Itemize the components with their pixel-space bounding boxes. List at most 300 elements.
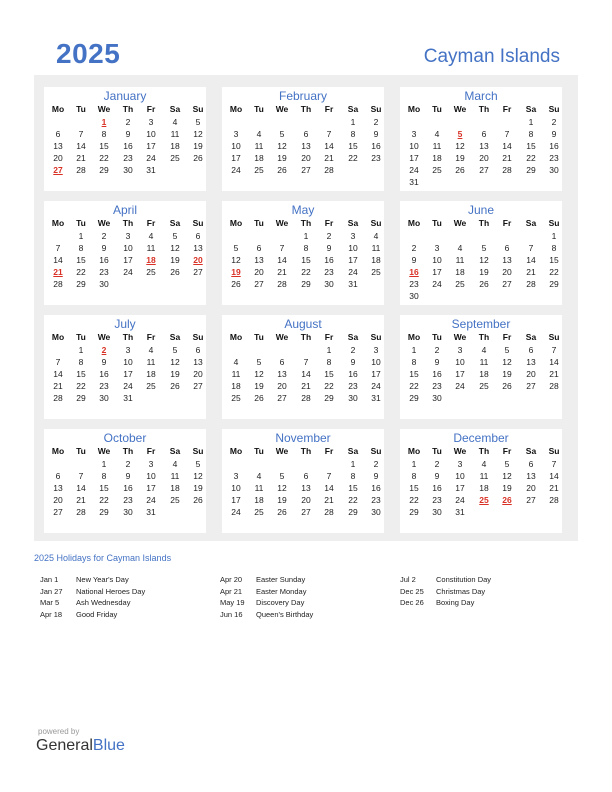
weekday-label: Su xyxy=(192,218,204,228)
day-cell: 9 xyxy=(101,243,107,253)
week-row xyxy=(44,344,206,356)
weekday-label: Th xyxy=(478,332,490,342)
day-cell: 28 xyxy=(53,279,63,289)
day-cell: 4 xyxy=(148,231,154,241)
day-cell: 15 xyxy=(348,141,358,151)
day-cell: 22 xyxy=(409,381,419,391)
weekday-label: We xyxy=(97,332,111,342)
day-cell: 6 xyxy=(504,243,510,253)
month-name: December xyxy=(453,431,509,445)
weekday-label: We xyxy=(453,446,467,456)
weekday-label: Mo xyxy=(51,332,65,342)
holiday-date: Mar 5 xyxy=(40,598,60,608)
day-cell: 2 xyxy=(434,459,440,469)
day-cell: 10 xyxy=(371,357,381,367)
day-cell: 23 xyxy=(99,267,109,277)
day-cell: 4 xyxy=(233,357,239,367)
day-cell: 27 xyxy=(277,393,287,403)
day-cell: 6 xyxy=(55,129,61,139)
day-cell: 18 xyxy=(146,369,156,379)
weekday-label: Th xyxy=(478,104,490,114)
day-cell: 23 xyxy=(123,495,133,505)
day-cell: 28 xyxy=(549,495,559,505)
weekday-header xyxy=(400,445,562,457)
day-cell: 1 xyxy=(303,231,309,241)
weekday-label: We xyxy=(453,332,467,342)
day-cell: 19 xyxy=(502,369,512,379)
holiday-day: 25 xyxy=(479,495,489,505)
day-cell: 12 xyxy=(277,141,287,151)
day-cell: 15 xyxy=(301,255,311,265)
day-cell: 29 xyxy=(301,279,311,289)
day-cell: 13 xyxy=(277,369,287,379)
day-cell: 2 xyxy=(326,231,332,241)
day-cell: 16 xyxy=(432,369,442,379)
day-cell: 13 xyxy=(479,141,489,151)
day-cell: 22 xyxy=(99,153,109,163)
weekday-label: Mo xyxy=(229,446,243,456)
week-row xyxy=(44,254,206,266)
week-row xyxy=(222,140,384,152)
day-cell: 12 xyxy=(277,483,287,493)
day-cell: 20 xyxy=(254,267,264,277)
day-cell: 8 xyxy=(101,471,107,481)
weekday-label: Tu xyxy=(76,446,86,456)
month-name: April xyxy=(112,203,137,217)
week-row xyxy=(400,254,562,266)
day-cell: 21 xyxy=(277,267,287,277)
day-cell: 7 xyxy=(78,471,84,481)
day-cell: 8 xyxy=(350,129,356,139)
weekday-header xyxy=(44,331,206,343)
day-cell: 9 xyxy=(434,471,440,481)
weekday-label: Th xyxy=(478,218,490,228)
holiday-item xyxy=(40,609,220,621)
weekday-label: Tu xyxy=(76,218,86,228)
week-row xyxy=(44,470,206,482)
weekday-header xyxy=(44,217,206,229)
day-cell: 28 xyxy=(502,165,512,175)
week-row xyxy=(44,506,206,518)
day-cell: 7 xyxy=(55,243,61,253)
weekday-label: Su xyxy=(548,332,560,342)
day-cell: 8 xyxy=(78,243,84,253)
day-cell: 13 xyxy=(526,471,536,481)
day-cell: 8 xyxy=(411,357,417,367)
year-title: 2025 xyxy=(56,38,121,69)
day-cell: 30 xyxy=(432,507,442,517)
day-cell: 3 xyxy=(233,471,239,481)
week-row xyxy=(222,380,384,392)
day-cell: 30 xyxy=(348,393,358,403)
day-cell: 2 xyxy=(411,243,417,253)
weekday-label: Tu xyxy=(76,332,86,342)
weekday-label: Th xyxy=(122,218,134,228)
day-cell: 25 xyxy=(432,165,442,175)
day-cell: 27 xyxy=(526,381,536,391)
day-cell: 16 xyxy=(371,483,381,493)
day-cell: 5 xyxy=(172,345,178,355)
weekday-label: Th xyxy=(300,104,312,114)
day-cell: 25 xyxy=(231,393,241,403)
weekday-label: Tu xyxy=(432,332,442,342)
day-cell: 13 xyxy=(526,357,536,367)
day-cell: 5 xyxy=(504,459,510,469)
day-cell: 29 xyxy=(409,507,419,517)
day-cell: 5 xyxy=(504,345,510,355)
brand-part-2: Blue xyxy=(92,737,125,754)
day-cell: 26 xyxy=(254,393,264,403)
week-row xyxy=(44,266,206,278)
day-cell: 3 xyxy=(457,459,463,469)
weekday-label: Tu xyxy=(432,104,442,114)
day-cell: 24 xyxy=(432,279,442,289)
day-cell: 6 xyxy=(279,357,285,367)
day-cell: 11 xyxy=(170,129,180,139)
day-cell: 25 xyxy=(170,495,180,505)
day-cell: 30 xyxy=(371,507,381,517)
day-cell: 8 xyxy=(326,357,332,367)
day-cell: 17 xyxy=(348,255,358,265)
weekday-label: Fr xyxy=(146,218,156,228)
day-cell: 9 xyxy=(373,129,379,139)
day-cell: 12 xyxy=(479,255,489,265)
day-cell: 3 xyxy=(373,345,379,355)
day-cell: 14 xyxy=(53,369,63,379)
day-cell: 26 xyxy=(479,279,489,289)
holiday-item xyxy=(220,609,400,621)
day-cell: 20 xyxy=(526,483,536,493)
day-cell: 19 xyxy=(455,153,465,163)
day-cell: 4 xyxy=(434,129,440,139)
day-cell: 21 xyxy=(324,495,334,505)
weekday-label: Su xyxy=(370,218,382,228)
week-row xyxy=(400,392,562,404)
weekday-label: Sa xyxy=(169,218,181,228)
week-row xyxy=(400,176,562,188)
day-cell: 21 xyxy=(76,153,86,163)
day-cell: 25 xyxy=(146,381,156,391)
brand-logo xyxy=(36,737,125,755)
weekday-label: Mo xyxy=(407,446,421,456)
day-cell: 29 xyxy=(76,393,86,403)
day-cell: 26 xyxy=(277,165,287,175)
week-row xyxy=(222,164,384,176)
weekday-label: Sa xyxy=(347,104,359,114)
month-name: May xyxy=(291,203,315,217)
week-row xyxy=(400,458,562,470)
day-cell: 18 xyxy=(432,153,442,163)
weekday-label: Sa xyxy=(525,104,537,114)
holiday-name: New Year's Day xyxy=(76,575,129,584)
day-cell: 7 xyxy=(279,243,285,253)
weekday-label: Fr xyxy=(146,446,156,456)
day-cell: 18 xyxy=(371,255,381,265)
day-cell: 18 xyxy=(479,483,489,493)
day-cell: 28 xyxy=(76,507,86,517)
holiday-day: 21 xyxy=(53,267,63,277)
day-cell: 20 xyxy=(53,495,63,505)
day-cell: 23 xyxy=(99,381,109,391)
day-cell: 9 xyxy=(411,255,417,265)
week-row xyxy=(222,116,384,128)
holiday-date: Jul 2 xyxy=(400,575,416,584)
weekday-label: Sa xyxy=(169,104,181,114)
week-row xyxy=(44,242,206,254)
day-cell: 18 xyxy=(254,495,264,505)
day-cell: 15 xyxy=(526,141,536,151)
day-cell: 3 xyxy=(148,117,154,127)
weekday-label: Th xyxy=(300,218,312,228)
day-cell: 3 xyxy=(125,345,131,355)
day-cell: 30 xyxy=(549,165,559,175)
day-cell: 16 xyxy=(348,369,358,379)
day-cell: 10 xyxy=(146,129,156,139)
day-cell: 1 xyxy=(411,345,417,355)
day-cell: 5 xyxy=(256,357,262,367)
day-cell: 11 xyxy=(254,141,264,151)
day-cell: 10 xyxy=(432,255,442,265)
day-cell: 27 xyxy=(193,381,203,391)
day-cell: 14 xyxy=(277,255,287,265)
day-cell: 29 xyxy=(76,279,86,289)
day-cell: 28 xyxy=(53,393,63,403)
day-cell: 31 xyxy=(146,507,156,517)
day-cell: 21 xyxy=(53,381,63,391)
day-cell: 18 xyxy=(455,267,465,277)
day-cell: 24 xyxy=(455,495,465,505)
country-title: Cayman Islands xyxy=(423,46,560,67)
day-cell: 20 xyxy=(193,369,203,379)
day-cell: 7 xyxy=(303,357,309,367)
month-january xyxy=(44,87,206,191)
day-cell: 16 xyxy=(123,141,133,151)
day-cell: 14 xyxy=(324,483,334,493)
day-cell: 29 xyxy=(549,279,559,289)
day-cell: 30 xyxy=(324,279,334,289)
day-cell: 2 xyxy=(350,345,356,355)
day-cell: 6 xyxy=(528,345,534,355)
day-cell: 13 xyxy=(193,357,203,367)
weekday-header xyxy=(222,331,384,343)
weekday-label: Mo xyxy=(407,218,421,228)
day-cell: 10 xyxy=(231,483,241,493)
holiday-item xyxy=(400,597,580,609)
weekday-label: Sa xyxy=(347,332,359,342)
week-row xyxy=(400,506,562,518)
day-cell: 28 xyxy=(277,279,287,289)
day-cell: 7 xyxy=(551,345,557,355)
day-cell: 17 xyxy=(455,483,465,493)
day-cell: 3 xyxy=(434,243,440,253)
day-cell: 9 xyxy=(551,129,557,139)
weekday-label: Mo xyxy=(407,104,421,114)
day-cell: 3 xyxy=(350,231,356,241)
day-cell: 9 xyxy=(125,129,131,139)
holiday-item xyxy=(40,574,220,586)
month-february xyxy=(222,87,384,191)
weekday-header xyxy=(222,217,384,229)
day-cell: 4 xyxy=(373,231,379,241)
day-cell: 15 xyxy=(549,255,559,265)
day-cell: 5 xyxy=(279,129,285,139)
day-cell: 29 xyxy=(99,165,109,175)
weekday-label: Th xyxy=(122,104,134,114)
day-cell: 6 xyxy=(303,471,309,481)
day-cell: 25 xyxy=(455,279,465,289)
day-cell: 10 xyxy=(348,243,358,253)
day-cell: 29 xyxy=(526,165,536,175)
day-cell: 30 xyxy=(99,279,109,289)
day-cell: 14 xyxy=(324,141,334,151)
day-cell: 27 xyxy=(502,279,512,289)
weekday-label: Mo xyxy=(229,104,243,114)
day-cell: 7 xyxy=(551,459,557,469)
weekday-label: Th xyxy=(478,446,490,456)
week-row xyxy=(222,254,384,266)
day-cell: 23 xyxy=(324,267,334,277)
holiday-date: Dec 25 xyxy=(400,586,424,596)
day-cell: 9 xyxy=(373,471,379,481)
day-cell: 12 xyxy=(502,357,512,367)
week-row xyxy=(44,128,206,140)
day-cell: 24 xyxy=(371,381,381,391)
weekday-label: Su xyxy=(370,332,382,342)
day-cell: 24 xyxy=(348,267,358,277)
day-cell: 11 xyxy=(254,483,264,493)
day-cell: 26 xyxy=(502,381,512,391)
day-cell: 5 xyxy=(279,471,285,481)
day-cell: 29 xyxy=(324,393,334,403)
day-cell: 24 xyxy=(146,153,156,163)
weekday-label: Sa xyxy=(169,446,181,456)
day-cell: 3 xyxy=(411,129,417,139)
day-cell: 6 xyxy=(195,231,201,241)
weekday-label: We xyxy=(275,218,289,228)
day-cell: 10 xyxy=(231,141,241,151)
week-row xyxy=(222,494,384,506)
weekday-label: Sa xyxy=(169,332,181,342)
week-row xyxy=(44,494,206,506)
day-cell: 8 xyxy=(528,129,534,139)
holiday-name: Christmas Day xyxy=(436,586,486,596)
weekday-label: Mo xyxy=(51,104,65,114)
weekday-label: We xyxy=(97,218,111,228)
day-cell: 21 xyxy=(549,483,559,493)
weekday-label: Tu xyxy=(254,104,264,114)
day-cell: 8 xyxy=(350,471,356,481)
week-row xyxy=(44,140,206,152)
day-cell: 7 xyxy=(55,357,61,367)
day-cell: 30 xyxy=(123,507,133,517)
week-row xyxy=(44,458,206,470)
day-cell: 24 xyxy=(123,267,133,277)
holiday-date: Apr 18 xyxy=(40,609,63,619)
day-cell: 11 xyxy=(479,471,489,481)
day-cell: 19 xyxy=(193,141,203,151)
day-cell: 12 xyxy=(193,471,203,481)
day-cell: 11 xyxy=(455,255,465,265)
weekday-label: Su xyxy=(370,446,382,456)
weekday-label: We xyxy=(97,104,111,114)
day-cell: 28 xyxy=(76,165,86,175)
day-cell: 31 xyxy=(123,393,133,403)
day-cell: 13 xyxy=(301,141,311,151)
holiday-day: 1 xyxy=(101,117,107,127)
day-cell: 19 xyxy=(254,381,264,391)
day-cell: 5 xyxy=(172,231,178,241)
day-cell: 15 xyxy=(99,141,109,151)
weekday-label: Su xyxy=(548,104,560,114)
weekday-label: We xyxy=(275,332,289,342)
month-name: March xyxy=(464,89,498,103)
day-cell: 18 xyxy=(231,381,241,391)
weekday-label: Fr xyxy=(502,446,512,456)
day-cell: 3 xyxy=(457,345,463,355)
month-name: August xyxy=(284,317,322,331)
month-name: January xyxy=(103,89,147,103)
day-cell: 24 xyxy=(146,495,156,505)
week-row xyxy=(400,482,562,494)
day-cell: 7 xyxy=(504,129,510,139)
day-cell: 16 xyxy=(432,483,442,493)
week-row xyxy=(400,278,562,290)
weekday-header xyxy=(222,445,384,457)
day-cell: 26 xyxy=(277,507,287,517)
holiday-column xyxy=(40,574,220,620)
day-cell: 27 xyxy=(254,279,264,289)
day-cell: 4 xyxy=(457,243,463,253)
month-november xyxy=(222,429,384,533)
holiday-item xyxy=(40,597,220,609)
weekday-label: Tu xyxy=(76,104,86,114)
day-cell: 26 xyxy=(170,381,180,391)
weekday-label: Sa xyxy=(525,332,537,342)
month-july xyxy=(44,315,206,419)
day-cell: 28 xyxy=(324,507,334,517)
day-cell: 29 xyxy=(409,393,419,403)
day-cell: 6 xyxy=(303,129,309,139)
day-cell: 14 xyxy=(76,483,86,493)
holidays-title: 2025 Holidays for Cayman Islands xyxy=(34,553,172,563)
day-cell: 25 xyxy=(254,165,264,175)
weekday-label: Tu xyxy=(254,446,264,456)
holiday-name: Easter Monday xyxy=(256,586,307,596)
day-cell: 17 xyxy=(146,483,156,493)
weekday-label: Fr xyxy=(146,104,156,114)
day-cell: 26 xyxy=(231,279,241,289)
holiday-item xyxy=(220,597,400,609)
day-cell: 15 xyxy=(76,255,86,265)
holiday-name: Good Friday xyxy=(76,609,118,619)
day-cell: 24 xyxy=(409,165,419,175)
day-cell: 30 xyxy=(123,165,133,175)
day-cell: 9 xyxy=(326,243,332,253)
week-row xyxy=(222,128,384,140)
day-cell: 26 xyxy=(193,153,203,163)
holiday-day: 18 xyxy=(146,255,156,265)
day-cell: 15 xyxy=(348,483,358,493)
week-row xyxy=(400,242,562,254)
week-row xyxy=(400,470,562,482)
week-row xyxy=(44,152,206,164)
weekday-header xyxy=(400,331,562,343)
day-cell: 19 xyxy=(170,255,180,265)
day-cell: 22 xyxy=(76,267,86,277)
day-cell: 11 xyxy=(231,369,241,379)
day-cell: 29 xyxy=(99,507,109,517)
day-cell: 9 xyxy=(101,357,107,367)
